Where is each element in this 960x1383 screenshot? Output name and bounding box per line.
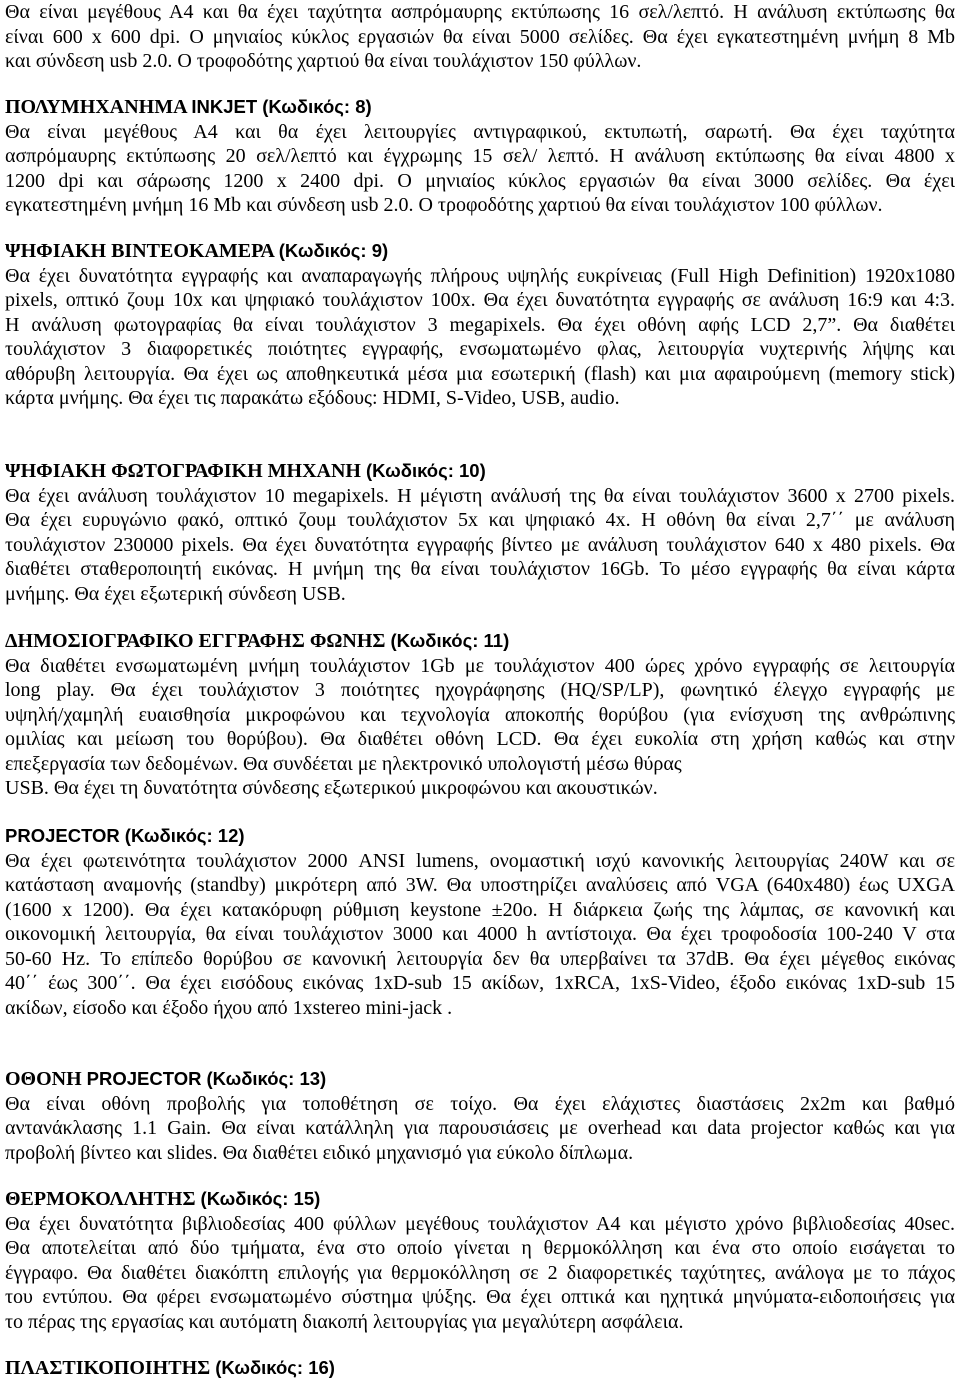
text-line: USB. Θα έχει τη δυνατότητα σύνδεσης εξωτερικού μικροφώνου και ακουστικών. [5, 777, 658, 799]
text-line: ακίδων, είσοδο και έξοδο ήχου από 1xstereo mini-jack . [5, 996, 453, 1019]
text-line: επεξεργασία των δεδομένων. Θα συνδέεται με ηλεκτρονικό υπολογιστή μέσω θύρας [5, 752, 682, 775]
section-heading [5, 239, 955, 264]
text-line: κατάσταση αναμονής (standby) μικρότερη από 3W. Θα υποστηρίζει αναλύσεις από VGA (640x480) έως UXGA [5, 874, 955, 896]
text-line: Θα έχει ανάλυση τουλάχιστον 10 megapixels. Η μέγιστη ανάλυσή της θα είναι τουλάχιστον 3600 x 2700 pixels. [5, 484, 955, 507]
paragraph [5, 120, 955, 218]
text-line: (1600 x 1200). Θα έχει κατακόρυφη ρύθμιση keystone ±20ο. Η διάρκεια ζωής της λάμπας, σε κανονική και [5, 898, 955, 921]
product-name: ΘΕΡΜΟΚΟΛΛΗΤΗΣ [5, 1188, 196, 1210]
product-inkjet-multifunction [5, 95, 955, 218]
latin-word: PROJECTOR [86, 1068, 202, 1089]
section-heading [5, 1067, 955, 1092]
product-name: ΠΛΑΣΤΙΚΟΠΟΙΗΤΗΣ [5, 1357, 211, 1379]
section-heading [5, 1356, 955, 1381]
continued-text-block [5, 0, 955, 74]
product-laminator [5, 1356, 955, 1381]
product-code: (Κωδικός: 16) [215, 1357, 335, 1378]
text-line: διαθέτει σταθεροποιητή εικόνας. Η μνήμη της θα είναι τουλάχιστον 16Gb. Το μέσο εγγραφής θα είναι κάρτα [5, 558, 955, 580]
product-code: (Κωδικός: 10) [366, 460, 486, 481]
text-line: τουλάχιστον 3 διαφορετικές ποιότητες εγγραφής, ενσωματωμένο φλας, λειτουργία νυχτερινής λήψης και [5, 338, 955, 360]
product-code: (Κωδικός: 11) [390, 630, 510, 651]
product-projector-screen [5, 1067, 955, 1165]
text-line: είναι 600 x 600 dpi. Ο μηνιαίος κύκλος εργασιών θα είναι 5000 σελίδες. Θα έχει εγκατεστημένη μνήμη 8 Mb [5, 25, 955, 48]
text-line: long play. Θα έχει τουλάχιστον 3 ποιότητες ηχογράφησης (HQ/SP/LP), φωνητικό έλεγχο εγγραφής με [5, 679, 955, 701]
section-heading [5, 1187, 955, 1212]
latin-word: PROJECTOR [5, 825, 120, 846]
text-line: το πέρας της εργασίας και αυτόματη διακοπή λειτουργίας για μεγαλύτερη ασφάλεια. [5, 1310, 684, 1333]
text-line: Η ανάλυση φωτογραφίας θα είναι τουλάχιστον 3 megapixels. Θα έχει οθόνη αφής LCD 2,7”. Θα διαθέτει [5, 313, 955, 336]
paragraph [5, 1212, 955, 1335]
product-name: ΨΗΦΙΑΚΗ ΒΙΝΤΕΟΚΑΜΕΡΑ [5, 240, 274, 262]
text-line: Θα είναι μεγέθους Α4 και θα έχει λειτουργίες αντιγραφικού, εκτυπωτή, σαρωτή. Θα έχει ταχύτητα [5, 120, 955, 143]
product-code: (Κωδικός: 12) [124, 825, 245, 846]
product-name: ΔΗΜΟΣΙΟΓΡΑΦΙΚΟ ΕΓΓΡΑΦΗΣ ΦΩΝΗΣ [5, 630, 386, 652]
text-line: αθόρυβη λειτουργία. Θα έχει ως αποθηκευτικά μέσα μια εσωτερική (flash) και μια αφαιρούμενη (memory stick) [5, 362, 955, 385]
text-line: ασπρόμαυρης εκτύπωσης 20 σελ/λεπτό και έγχρωμης 15 σελ/ λεπτό. Η ανάλυση εκτύπωσης θα είναι 4800 x [5, 145, 955, 167]
latin-word: INKJET [191, 96, 258, 117]
product-name: ΟΘΟΝΗ PROJECTOR [5, 1068, 202, 1090]
text-line: Θα έχει ευρυγώνιο φακό, οπτικό ζουμ τουλάχιστον 5x και ψηφιακό 4x. Η οθόνη θα είναι 2,7΄΄ με ανάλυση [5, 509, 955, 531]
section-heading [5, 459, 955, 484]
text-line: 40΄΄ έως 300΄΄. Θα έχει εισόδους εικόνας 1xD-sub 15 ακίδων, 1xRCA, 1xS-Video, έξοδο εικόνας 1xD-sub 15 [5, 972, 955, 994]
product-code: (Κωδικός: 13) [206, 1068, 327, 1089]
text-line: Θα διαθέτει ενσωματωμένη μνήμη τουλάχιστον 1Gb με τουλάχιστον 400 ώρες χρόνο εγγραφής σε λειτουργία [5, 654, 955, 677]
text-line: pixels, οπτικό ζουμ 10x και ψηφιακό τουλάχιστον 100x. Θα έχει δυνατότητα εγγραφής σε ανάλυση 16:9 και 4:3. [5, 289, 955, 311]
text-line: κάρτα μνήμης. Θα έχει τις παρακάτω εξόδους: HDMI, S-Video, USB, audio. [5, 387, 620, 409]
text-line: προβολή βίντεο και slides. Θα διαθέτει ειδικό μηχανισμό για εύκολο δίπλωμα. [5, 1141, 634, 1164]
product-digital-camcorder [5, 239, 955, 411]
product-name: ΨΗΦΙΑΚΗ ΦΩΤΟΓΡΑΦΙΚΗ ΜΗΧΑΝΗ [5, 460, 361, 482]
text-line: οικονομική λειτουργία, θα είναι τουλάχιστον 3000 και 4000 h αντίστοιχα. Θα έχει τροφοδοσία 100-240 V στα [5, 923, 955, 945]
text-line: υψηλή/χαμηλή ευαισθησία μικροφώνου και τεχνολογία αποκοπής θορύβου (για ενίσχυση της ανθρώπινης [5, 703, 955, 726]
product-name: ΠΟΛΥΜΗΧΑΝΗΜΑ INKJET [5, 96, 258, 118]
text-line: και σύνδεση usb 2.0. Ο τροφοδότης χαρτιού θα είναι τουλάχιστον 150 φύλλων. [5, 50, 642, 72]
product-thermal-binder [5, 1187, 955, 1334]
text-line: Θα έχει δυνατότητα βιβλιοδεσίας 400 φύλλων μεγέθους τουλάχιστον Α4 και μέγιστο χρόνο βιβλιοδεσίας 40sec. [5, 1212, 955, 1235]
paragraph [5, 776, 955, 801]
product-name [5, 825, 120, 847]
text-line: Θα είναι οθόνη προβολής για τοποθέτηση σε τοίχο. Θα έχει ελάχιστες διαστάσεις 2x2m και βαθμό [5, 1092, 955, 1115]
section-heading [5, 824, 955, 849]
paragraph [5, 1092, 955, 1166]
product-digital-camera [5, 459, 955, 606]
text-line: έγγραφο. Θα διαθέτει διακόπτη επιλογής για θερμοκόλληση σε 2 διαφορετικές ταχύτητες, ανάλογα με το πάχος [5, 1261, 955, 1284]
text-line: Θα αποτελείται από δύο τμήματα, ένα στο οποίο γίνεται η θερμοκόλληση και ένα στο οποίο εισάγεται το [5, 1237, 955, 1259]
text-line: Θα είναι μεγέθους Α4 και θα έχει ταχύτητα ασπρόμαυρης εκτύπωσης 16 σελ/λεπτό. Η ανάλυση εκτύπωσης θα [5, 1, 955, 23]
text-line: Θα έχει δυνατότητα εγγραφής και αναπαραγωγής πλήρους υψηλής ευκρίνειας (Full High Definition) 1920x1080 [5, 264, 955, 287]
text-line: εγκατεστημένη μνήμη 16 Mb και σύνδεση usb 2.0. Ο τροφοδότης χαρτιού θα είναι τουλάχιστον 100 φύλλων. [5, 194, 883, 216]
paragraph [5, 654, 955, 777]
text-line: τουλάχιστον 230000 pixels. Θα έχει δυνατότητα εγγραφής βίντεο με ανάλυση τουλάχιστον 640 x 480 pixels. Θα [5, 533, 955, 556]
product-projector [5, 824, 955, 1020]
section-heading [5, 95, 955, 120]
paragraph [5, 264, 955, 411]
text-line: μνήμης. Θα έχει εξωτερική σύνδεση USB. [5, 582, 346, 605]
text-line: ομιλίας και μείωση του θορύβου). Θα διαθέτει οθόνη LCD. Θα έχει ευκολία στη χρήση καθώς και στην [5, 728, 955, 750]
text-line: Θα έχει φωτεινότητα τουλάχιστον 2000 ANSI lumens, ονομαστική ισχύ κανονικής λειτουργίας 240W και σε [5, 849, 955, 872]
product-code: (Κωδικός: 9) [278, 240, 389, 261]
product-code: (Κωδικός: 8) [262, 96, 372, 117]
paragraph [5, 0, 955, 74]
product-voice-recorder [5, 629, 955, 801]
text-line: αντανάκλασης 1.1 Gain. Θα είναι κατάλληλη για παρουσιάσεις με overhead και data projector καθώς και για [5, 1117, 955, 1139]
section-heading [5, 629, 955, 654]
paragraph [5, 484, 955, 607]
paragraph [5, 849, 955, 1021]
text-line: 1200 dpi και σάρωσης 1200 x 2400 dpi. Ο μηνιαίος κύκλος εργασιών θα είναι 3000 σελίδες. Θα έχει [5, 169, 955, 192]
product-code: (Κωδικός: 15) [200, 1188, 321, 1209]
text-line: του εντύπου. Θα φέρει ενσωματωμένο σύστημα ψύξης. Θα έχει οπτικά και ηχητικά μηνύματα-ειδοποιήσεις για [5, 1286, 955, 1308]
text-line: 50-60 Hz. Το επίπεδο θορύβου σε κανονική λειτουργία δεν θα υπερβαίνει τα 37dB. Θα έχει μέγεθος εικόνας [5, 947, 955, 970]
